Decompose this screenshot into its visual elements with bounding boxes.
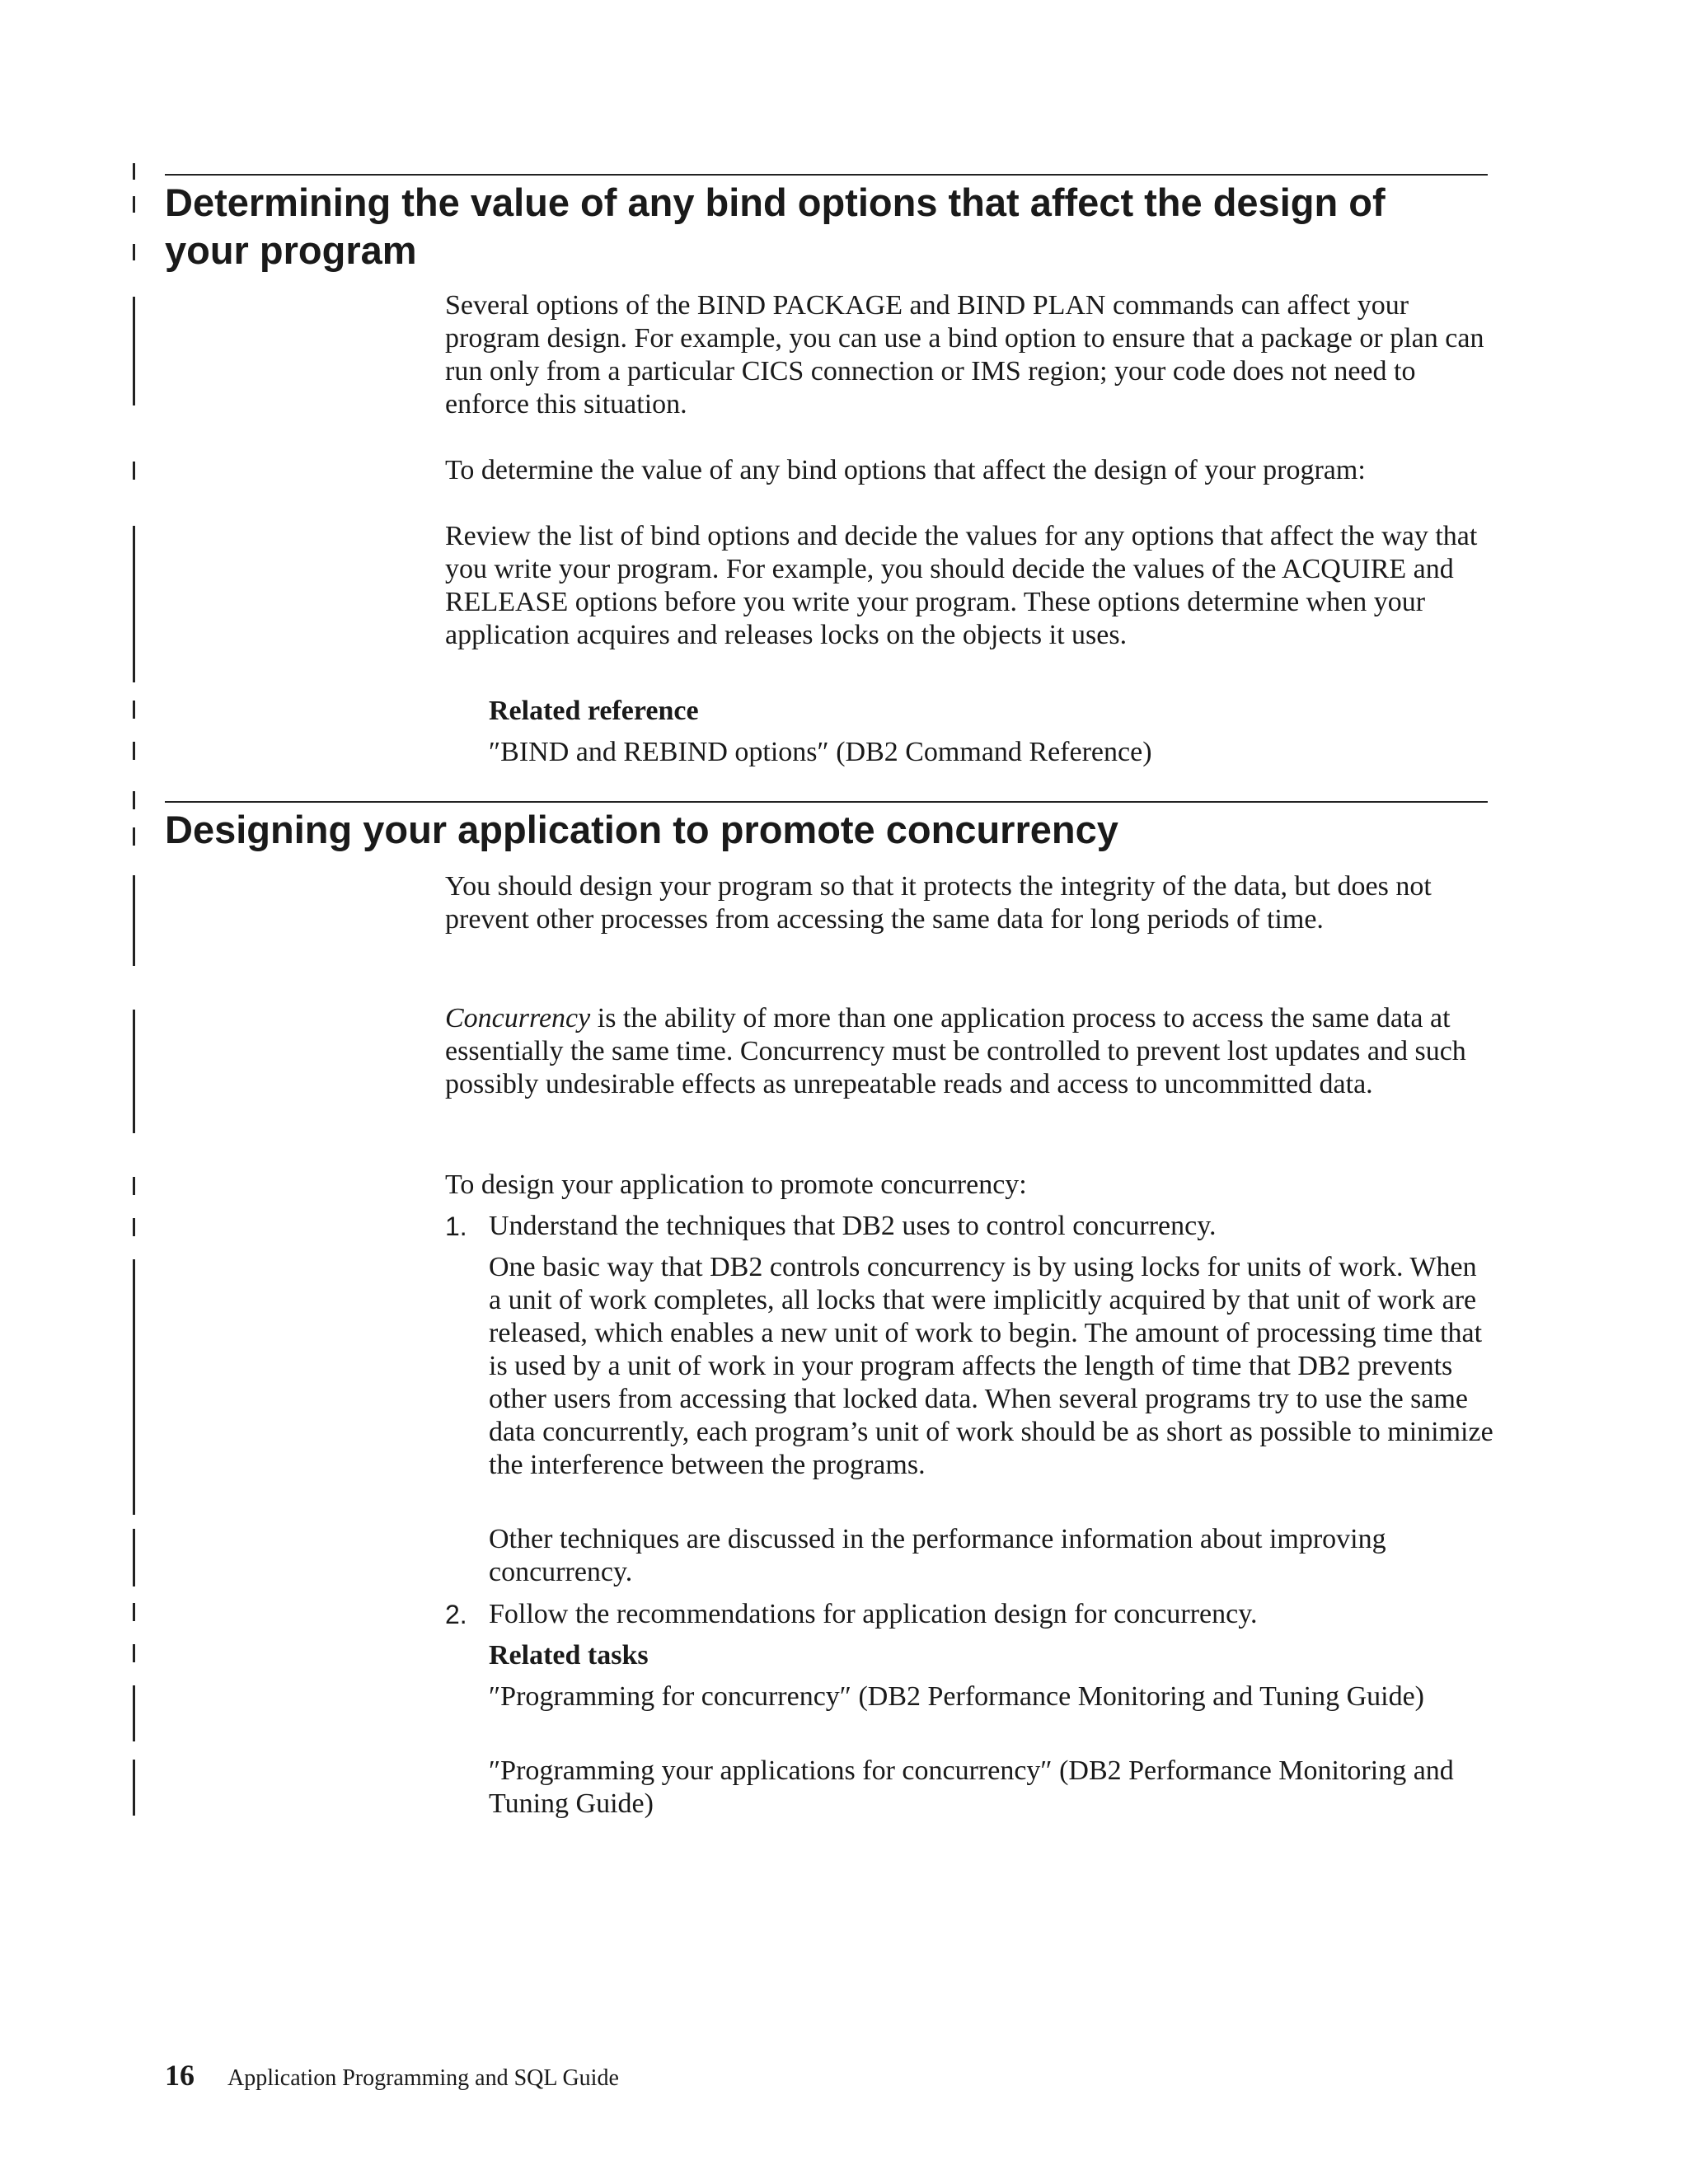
change-bar (133, 526, 135, 682)
related-reference-label: Related reference (489, 696, 699, 726)
related-tasks-label: Related tasks (489, 1640, 649, 1671)
related-reference-link[interactable]: ″BIND and REBIND options″ (DB2 Command Reference) (489, 737, 1152, 767)
list-item (445, 1598, 1500, 1631)
related-task-link[interactable]: ″Programming for concurrency″ (DB2 Performance Monitoring and Tuning Guide) (489, 1681, 1424, 1712)
page-footer (165, 2058, 619, 2093)
paragraph: Several options of the BIND PACKAGE and BIND PLAN commands can affect your program design. For example, you can use a bind option to ensure that a package or plan can run only from a particular CICS connection or IMS region; your code does not need to enforce this situation. (445, 290, 1484, 419)
change-bar (133, 297, 135, 405)
paragraph: Other techniques are discussed in the performance information about improving concurrency. (489, 1524, 1386, 1587)
change-bar (133, 742, 135, 760)
section-divider (165, 174, 1488, 176)
change-bar (133, 875, 135, 966)
change-bar (133, 1218, 135, 1236)
change-bar (133, 1177, 135, 1195)
step-number: 2. (445, 1600, 467, 1629)
change-bar (133, 1760, 135, 1816)
book-title: Application Programming and SQL Guide (227, 2065, 619, 2091)
section-heading-bind-options: Determining the value of any bind options that affect the design of your program (165, 180, 1386, 272)
paragraph: One basic way that DB2 controls concurrency is by using locks for units of work. When a unit of work completes, all locks that were implicitly acquired by that unit of work are released, which enables a new unit of work to begin. The amount of processing time that is used by a unit of work in your program affects the length of time that DB2 prevents other users from accessing that locked data. When several programs try to use the same data concurrently, each program’s unit of work should be as short as possible to minimize the interference between the programs. (489, 1252, 1493, 1480)
section-heading-concurrency: Designing your application to promote concurrency (165, 808, 1118, 851)
page-number: 16 (165, 2059, 195, 2092)
list-item (445, 1210, 1500, 1243)
paragraph: You should design your program so that it protects the integrity of the data, but does not prevent other processes from accessing the same data for long periods of time. (445, 871, 1432, 935)
paragraph: Review the list of bind options and decide the values for any options that affect the way that you write your program. For example, you should decide the values of the ACQUIRE and RELEASE options before you write your program. These options determine when your application acquires and releases locks on the objects it uses. (445, 521, 1478, 650)
change-bar (133, 244, 135, 260)
change-bar (133, 1529, 135, 1586)
paragraph: To design your application to promote concurrency: (445, 1169, 1027, 1200)
change-bar (133, 701, 135, 719)
change-bar (133, 1603, 135, 1621)
step-text: Understand the techniques that DB2 uses to control concurrency. (489, 1211, 1217, 1241)
step-text: Follow the recommendations for application design for concurrency. (489, 1599, 1258, 1629)
change-bar (133, 827, 135, 846)
step-number: 1. (445, 1212, 467, 1241)
related-task-link[interactable]: ″Programming your applications for concurrency″ (DB2 Performance Monitoring and Tuning Guide) (489, 1755, 1454, 1819)
change-bar (133, 462, 135, 480)
change-bar (133, 196, 135, 213)
change-bar (133, 791, 135, 809)
paragraph: To determine the value of any bind options that affect the design of your program: (445, 455, 1366, 485)
change-bar (133, 1259, 135, 1515)
change-bar (133, 1685, 135, 1741)
change-bar (133, 1644, 135, 1662)
term-concurrency: Concurrency (445, 1003, 591, 1033)
section-divider (165, 801, 1488, 803)
paragraph: Concurrency is the ability of more than one application process to access the same data at essentially the same time. Concurrency must be controlled to prevent lost updates and such possibly undesirable effects as unrepeatable reads and access to uncommitted data. (445, 1003, 1466, 1099)
change-bar (133, 163, 135, 180)
change-bar (133, 1010, 135, 1133)
